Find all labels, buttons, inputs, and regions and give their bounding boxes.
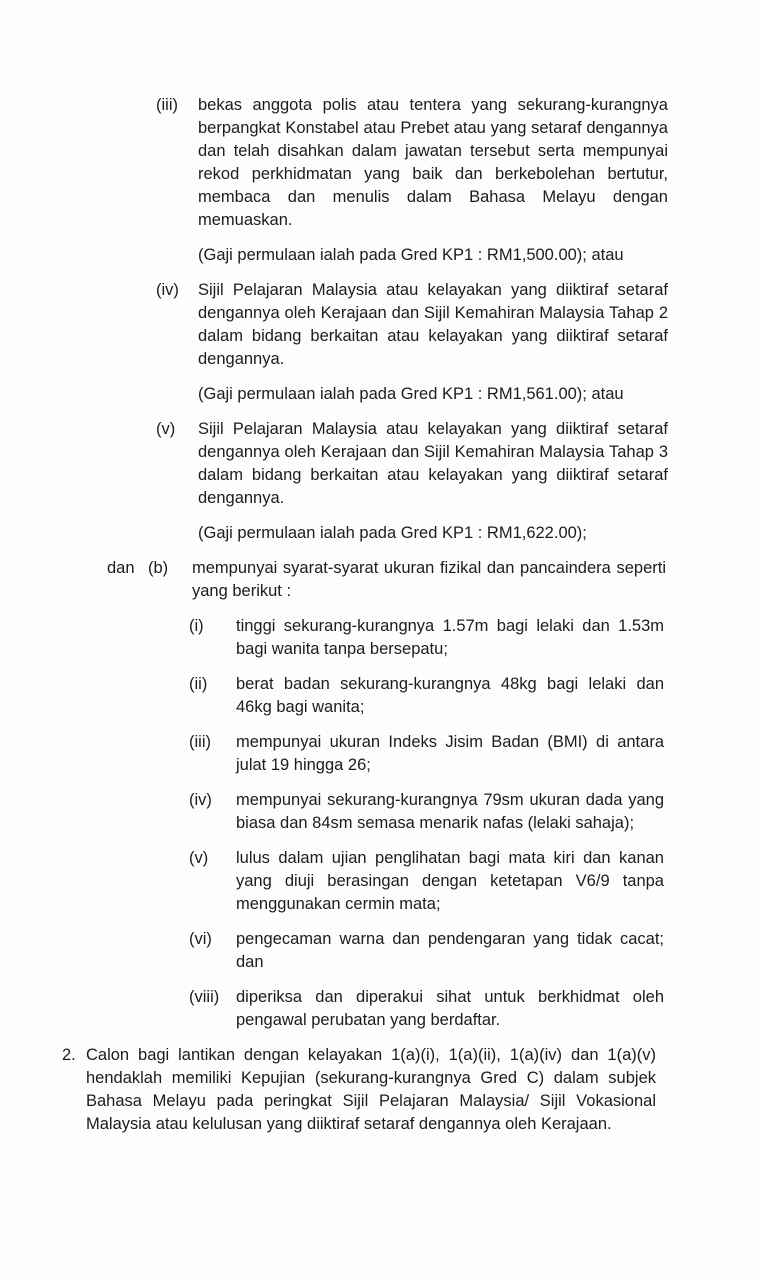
paragraph-number: 2. xyxy=(62,1046,76,1064)
paragraph-2 xyxy=(0,1044,760,1136)
item-text: Sijil Pelajaran Malaysia atau kelayakan yang diiktiraf setaraf dengannya oleh Kerajaan dan Sijil Kemahiran Malaysia Tahap 3 dalam bidang berkaitan atau kelayakan yang diiktiraf setaraf dengannya. xyxy=(198,420,668,507)
paragraph-text: Calon bagi lantikan dengan kelayakan 1(a)(i), 1(a)(ii), 1(a)(iv) dan 1(a)(v) hendaklah memiliki Kepujian (sekurang-kurangnya Gred C) dalam subjek Bahasa Melayu pada peringkat Sijil Pelajaran Malaysia/ Sijil Vokasional Malaysia atau kelulusan yang diiktiraf setaraf dengannya oleh Kerajaan. xyxy=(86,1046,656,1133)
sub-item-label: (viii) xyxy=(189,988,220,1006)
sub-item-iii xyxy=(0,731,760,777)
sub-item-viii xyxy=(0,986,760,1032)
item-text: bekas anggota polis atau tentera yang sekurang-kurangnya berpangkat Konstabel atau Prebet atau yang setaraf dengannya dan telah disahkan dalam jawatan tersebut serta mempunyai rekod perkhidmatan yang baik dan berkebolehan bertutur, membaca dan menulis dalam Bahasa Melayu dengan memuaskan. xyxy=(198,96,668,229)
clause-a-item-iii xyxy=(0,94,760,267)
salary-note: (Gaji permulaan ialah pada Gred KP1 : RM1,561.00); atau xyxy=(198,385,624,403)
sub-item-text: mempunyai ukuran Indeks Jisim Badan (BMI) di antara julat 19 hingga 26; xyxy=(236,733,664,774)
sub-item-text: diperiksa dan diperakui sihat untuk berkhidmat oleh pengawal perubatan yang berdaftar. xyxy=(236,988,664,1029)
item-label: (b) xyxy=(148,559,169,577)
sub-item-iv xyxy=(0,789,760,835)
sub-item-vi xyxy=(0,928,760,974)
clause-row xyxy=(0,557,760,603)
clause-row xyxy=(0,1044,760,1136)
sub-item-label: (iv) xyxy=(189,791,212,809)
conjunction-label: dan xyxy=(107,559,135,577)
sub-item-label: (vi) xyxy=(189,930,212,948)
sub-item-text: tinggi sekurang-kurangnya 1.57m bagi lelaki dan 1.53m bagi wanita tanpa bersepatu; xyxy=(236,617,664,658)
item-label: (iv) xyxy=(156,281,179,299)
clause-b xyxy=(0,557,760,1032)
sub-item-text: pengecaman warna dan pendengaran yang tidak cacat; dan xyxy=(236,930,664,971)
sub-item-label: (ii) xyxy=(189,675,208,693)
sub-item-i xyxy=(0,615,760,661)
sub-item-label: (v) xyxy=(189,849,209,867)
sub-item-text: mempunyai sekurang-kurangnya 79sm ukuran dada yang biasa dan 84sm semasa menarik nafas (lelaki sahaja); xyxy=(236,791,664,832)
sub-item-text: berat badan sekurang-kurangnya 48kg bagi lelaki dan 46kg bagi wanita; xyxy=(236,675,664,716)
item-text: Sijil Pelajaran Malaysia atau kelayakan yang diiktiraf setaraf dengannya oleh Kerajaan dan Sijil Kemahiran Malaysia Tahap 2 dalam bidang berkaitan atau kelayakan yang diiktiraf setaraf dengannya. xyxy=(198,281,668,368)
clause-a-item-v xyxy=(0,418,760,545)
clause-row xyxy=(0,279,760,371)
salary-note: (Gaji permulaan ialah pada Gred KP1 : RM1,500.00); atau xyxy=(198,246,624,264)
sub-item-label: (iii) xyxy=(189,733,211,751)
item-label: (v) xyxy=(156,420,176,438)
clause-a-item-iv xyxy=(0,279,760,406)
clause-row xyxy=(0,418,760,510)
item-text: mempunyai syarat-syarat ukuran fizikal dan pancaindera seperti yang berikut : xyxy=(192,559,666,600)
sub-item-ii xyxy=(0,673,760,719)
clause-row xyxy=(0,94,760,232)
sub-item-text: lulus dalam ujian penglihatan bagi mata kiri dan kanan yang diuji berasingan dengan ketetapan V6/9 tanpa menggunakan cermin mata; xyxy=(236,849,664,913)
sub-item-v xyxy=(0,847,760,916)
salary-note: (Gaji permulaan ialah pada Gred KP1 : RM1,622.00); xyxy=(198,524,587,542)
item-label: (iii) xyxy=(156,96,178,114)
sub-item-label: (i) xyxy=(189,617,204,635)
